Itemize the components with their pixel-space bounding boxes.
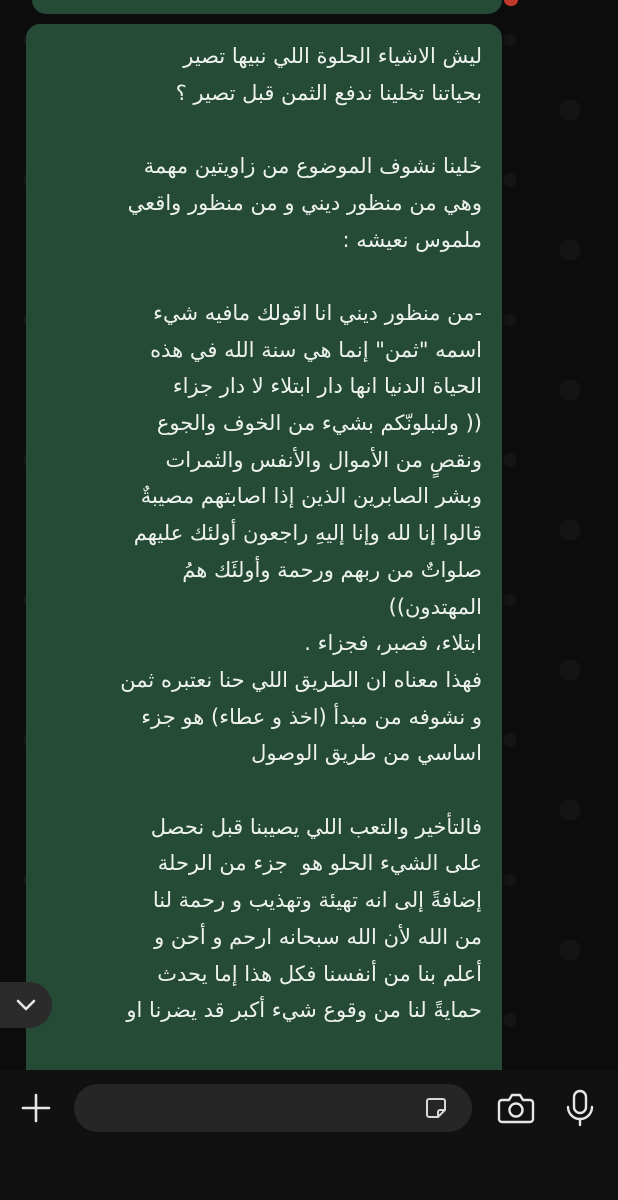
camera-icon — [496, 1090, 536, 1126]
attach-button[interactable] — [16, 1088, 56, 1128]
chevron-down-icon — [15, 998, 37, 1012]
camera-button[interactable] — [496, 1090, 536, 1126]
message-input[interactable] — [92, 1084, 416, 1134]
microphone-icon — [562, 1088, 598, 1128]
plus-icon — [20, 1092, 52, 1124]
message-text: ليش الاشياء الحلوة اللي نبيها تصير بحياتنا تخلينا ندفع الثمن قبل تصير ؟ خلينا نشوف الموضوع من زاويتين مهمة وهي من منظور ديني و من منظور واقعي ملموس نعيشه : -من منظور ديني انا اقولك مافيه شيء اسمه "ثمن" إنما هي سنة الله في هذه الحياة الدنيا انها دار ابتلاء لا دار جزاء (( ولنبلونّكم بشيء من الخوف والجوع ونقصٍ من الأموال والأنفس والثمرات وبشر الصابرين الذين إذا اصابتهم مصيبةٌ قالوا إنا لله وإنا إليهِ راجعون أولئك عليهم صلواتٌ من ربهم ورحمة وأولئَك همُ المهتدون)) ابتلاء، فصبر، فجزاء . فهذا معناه ان الطريق اللي حنا نعتبره ثمن و نشوفه من مبدأ (اخذ و عطاء) هو جزء اساسي من طريق الوصول فالتأخير والتعب اللي يصيبنا قبل نحصل على الشيء الحلو هو جزء من الرحلة إضافةً إلى انه تهيئة وتهذيب و رحمة لنا من الله لأن الله سبحانه ارحم و أحن و أعلم بنا من أنفسنا فكل هذا إما يحدث حمايةً لنا من وقوع شيء أكبر قد يضرنا او — [120, 44, 482, 1023]
voice-message-button[interactable] — [562, 1088, 598, 1128]
notification-dot — [504, 0, 518, 6]
message-bubble[interactable] — [26, 24, 502, 1124]
sticker-icon — [424, 1096, 448, 1120]
sticker-button[interactable] — [424, 1096, 448, 1120]
message-input-container[interactable] — [74, 1084, 472, 1132]
previous-message-bubble — [32, 0, 502, 14]
scroll-down-button[interactable] — [0, 982, 52, 1028]
